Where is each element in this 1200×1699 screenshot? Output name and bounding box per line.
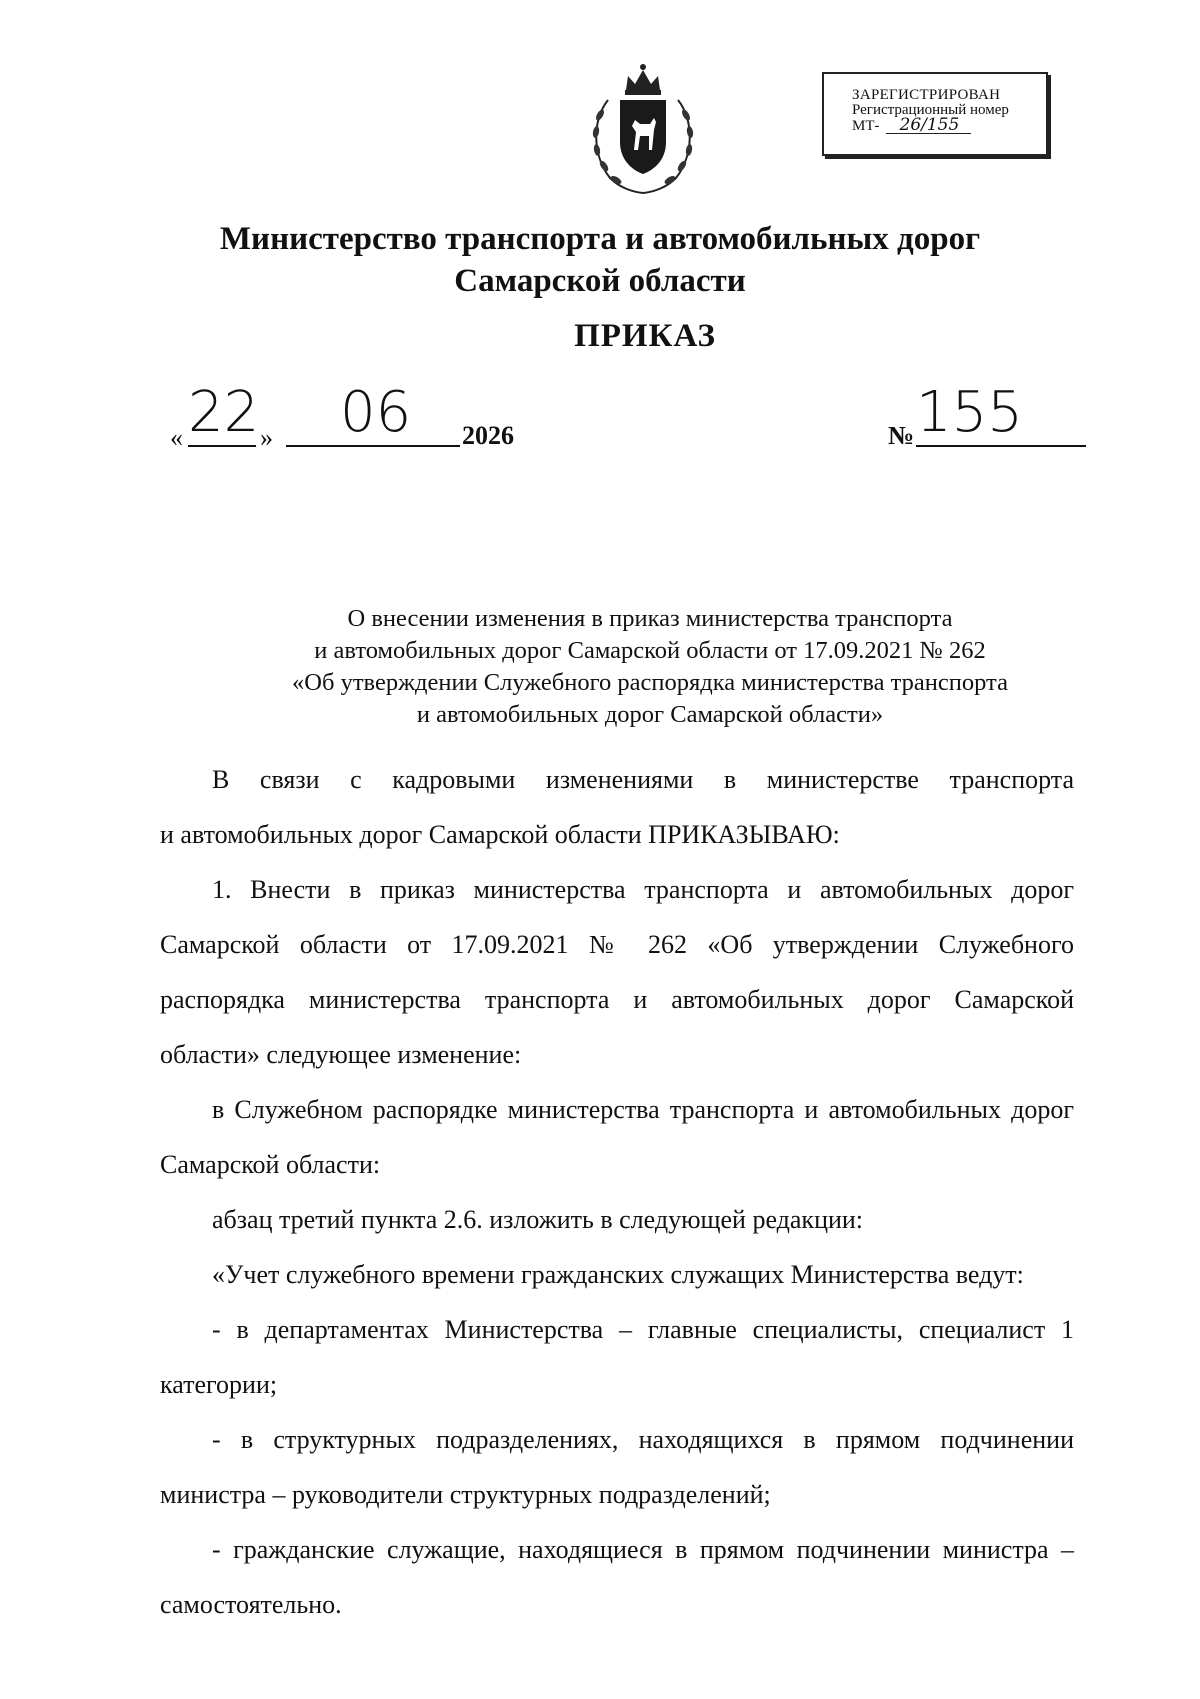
subject-line-2: и автомобильных дорог Самарской области от 17.09.2021 № 262 <box>314 637 986 664</box>
date-day: 22 <box>188 380 260 445</box>
order-body <box>160 752 1074 1632</box>
paragraph-item-1: 1. Внести в приказ министерства транспорта и автомобильных дорог Самарской области от 17.09.2021 № 262 «Об утверждении Служебного распорядка министерства транспорта и автомобильных дорог Самарской области» следующее изменение: <box>160 875 1074 1069</box>
paragraph-list-item-3: - гражданские служащие, находящиеся в прямом подчинении министра – самостоятельно. <box>160 1535 1074 1619</box>
number-sign: № <box>888 421 915 450</box>
ministry-name <box>0 218 1200 302</box>
registration-stamp <box>822 72 1048 156</box>
order-number: 155 <box>916 380 1023 445</box>
paragraph-change-location: в Служебном распорядке министерства транспорта и автомобильных дорог Самарской области: <box>160 1095 1074 1179</box>
date-month-underline <box>286 445 460 447</box>
document-type: ПРИКАЗ <box>574 318 716 354</box>
date-open-quote: « <box>170 423 183 452</box>
paragraph-list-item-2: - в структурных подразделениях, находящихся в прямом подчинении министра – руководители структурных подразделений; <box>160 1425 1074 1509</box>
paragraph-change-instruction: абзац третий пункта 2.6. изложить в следующей редакции: <box>212 1205 864 1234</box>
ministry-name-line-2: Самарской области <box>454 263 746 299</box>
stamp-title: ЗАРЕГИСТРИРОВАН <box>852 87 1001 103</box>
ministry-name-line-1: Министерство транспорта и автомобильных дорог <box>219 221 981 257</box>
samara-coat-of-arms-icon <box>588 60 698 195</box>
subject-line-1: О внесении изменения в приказ министерства транспорта <box>347 605 953 632</box>
order-subject <box>0 603 1200 731</box>
stamp-subtitle: Регистрационный номер <box>852 102 1009 118</box>
date-close-quote: » <box>260 423 273 452</box>
paragraph-quote-intro: «Учет служебного времени гражданских служащих Министерства ведут: <box>212 1260 1024 1289</box>
stamp-prefix: МТ- <box>852 118 880 134</box>
paragraph-preamble-line-1: В связи с кадровыми изменениями в министерстве транспорта <box>212 765 1074 794</box>
paragraph-preamble-line-2: и автомобильных дорог Самарской области ПРИКАЗЫВАЮ: <box>160 820 840 849</box>
date-day-underline <box>188 445 256 447</box>
subject-line-3: «Об утверждении Служебного распорядка министерства транспорта <box>292 669 1008 696</box>
date-number-line <box>0 380 1200 455</box>
paragraph-list-item-1: - в департаментах Министерства – главные специалисты, специалист 1 категории; <box>160 1315 1074 1399</box>
order-number-underline <box>916 445 1086 447</box>
stamp-number: 26/155 <box>886 118 972 134</box>
subject-line-4: и автомобильных дорог Самарской области» <box>416 701 884 728</box>
date-month: 06 <box>340 380 412 445</box>
date-year: 2026 <box>462 421 514 450</box>
stamp-number-line <box>852 115 1046 135</box>
